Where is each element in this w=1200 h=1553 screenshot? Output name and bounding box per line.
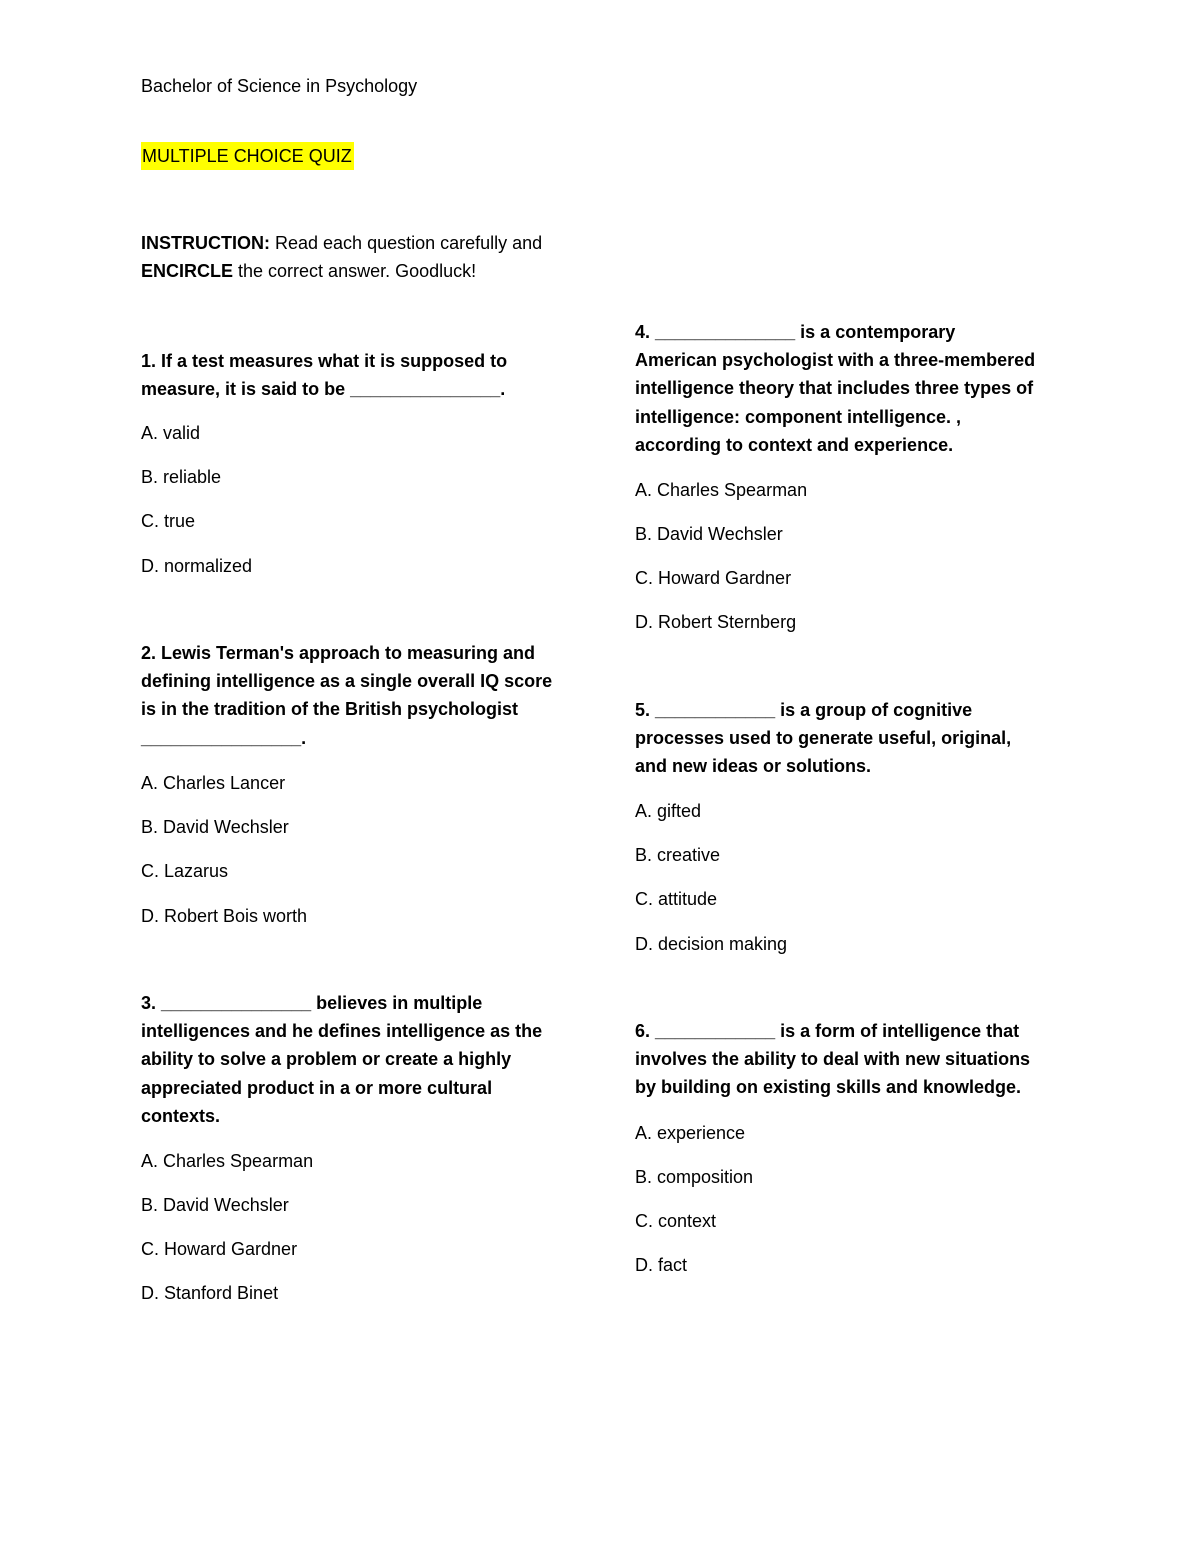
instruction-line-2 xyxy=(141,257,542,285)
q6-option-b[interactable]: B. composition xyxy=(635,1167,754,1187)
question-line: contexts. xyxy=(141,1105,221,1126)
q1-option-c[interactable]: C. true xyxy=(141,511,196,531)
q6-option-d[interactable]: D. fact xyxy=(635,1255,688,1275)
question-line: measure, it is said to be _______________. xyxy=(141,379,506,400)
instruction-text-1: Read each question carefully and xyxy=(270,233,543,253)
q3-option-c[interactable]: C. Howard Gardner xyxy=(141,1239,298,1259)
question-line: 5. ____________ is a group of cognitive xyxy=(635,700,973,720)
question-line: and new ideas or solutions. xyxy=(635,756,872,777)
q3-option-b[interactable]: B. David Wechsler xyxy=(141,1195,289,1215)
program-name: Bachelor of Science in Psychology xyxy=(141,76,418,96)
q3-option-d[interactable]: D. Stanford Binet xyxy=(141,1283,279,1303)
q1-option-b[interactable]: B. reliable xyxy=(141,467,222,487)
q4-option-b[interactable]: B. David Wechsler xyxy=(635,524,783,544)
q5-option-d[interactable]: D. decision making xyxy=(635,934,788,954)
q5-option-a[interactable]: A. gifted xyxy=(635,801,702,821)
q2-option-d[interactable]: D. Robert Bois worth xyxy=(141,906,308,926)
q3-option-a[interactable]: A. Charles Spearman xyxy=(141,1151,314,1171)
instruction xyxy=(141,229,542,285)
question-line: 2. Lewis Terman's approach to measuring and xyxy=(141,643,536,663)
q4-option-a[interactable]: A. Charles Spearman xyxy=(635,480,808,500)
question-line: is in the tradition of the British psychologist xyxy=(141,699,519,720)
q1-option-d[interactable]: D. normalized xyxy=(141,556,253,576)
question-5 xyxy=(635,696,1075,781)
question-line: intelligence theory that includes three types of xyxy=(635,378,1034,399)
question-1 xyxy=(141,347,581,403)
q6-option-a[interactable]: A. experience xyxy=(635,1123,746,1143)
question-line: processes used to generate useful, original, xyxy=(635,728,1012,749)
question-line: American psychologist with a three-membered xyxy=(635,350,1036,371)
q4-option-c[interactable]: C. Howard Gardner xyxy=(635,568,792,588)
question-6 xyxy=(635,1017,1075,1102)
question-2 xyxy=(141,639,581,752)
q2-option-c[interactable]: C. Lazarus xyxy=(141,861,229,881)
question-line: 4. ______________ is a contemporary xyxy=(635,322,956,342)
question-line: appreciated product in a or more cultural xyxy=(141,1077,493,1098)
question-line: by building on existing skills and knowledge. xyxy=(635,1077,1022,1098)
quiz-title: MULTIPLE CHOICE QUIZ xyxy=(141,142,354,170)
instruction-emphasis: ENCIRCLE xyxy=(141,261,234,281)
question-line: ability to solve a problem or create a highly xyxy=(141,1049,512,1070)
q1-option-a[interactable]: A. valid xyxy=(141,423,201,443)
question-line: 6. ____________ is a form of intelligence that xyxy=(635,1021,1020,1041)
question-line: 3. _______________ believes in multiple xyxy=(141,993,483,1013)
question-line: intelligences and he defines intelligence as the xyxy=(141,1021,543,1042)
q4-option-d[interactable]: D. Robert Sternberg xyxy=(635,612,797,632)
question-4 xyxy=(635,318,1075,459)
question-line: intelligence: component intelligence. , xyxy=(635,406,962,427)
question-3 xyxy=(141,989,581,1130)
question-line: involves the ability to deal with new situations xyxy=(635,1049,1031,1070)
instruction-text-2: the correct answer. Goodluck! xyxy=(233,261,477,281)
question-line: ________________. xyxy=(141,727,307,748)
question-line: according to context and experience. xyxy=(635,434,954,455)
q6-option-c[interactable]: C. context xyxy=(635,1211,717,1231)
question-line: defining intelligence as a single overall IQ score xyxy=(141,671,553,692)
instruction-line-1 xyxy=(141,229,542,257)
question-line: 1. If a test measures what it is supposed to xyxy=(141,351,508,371)
q5-option-b[interactable]: B. creative xyxy=(635,845,721,865)
q2-option-b[interactable]: B. David Wechsler xyxy=(141,817,289,837)
q5-option-c[interactable]: C. attitude xyxy=(635,889,718,909)
q2-option-a[interactable]: A. Charles Lancer xyxy=(141,773,286,793)
instruction-label: INSTRUCTION: xyxy=(141,233,270,253)
